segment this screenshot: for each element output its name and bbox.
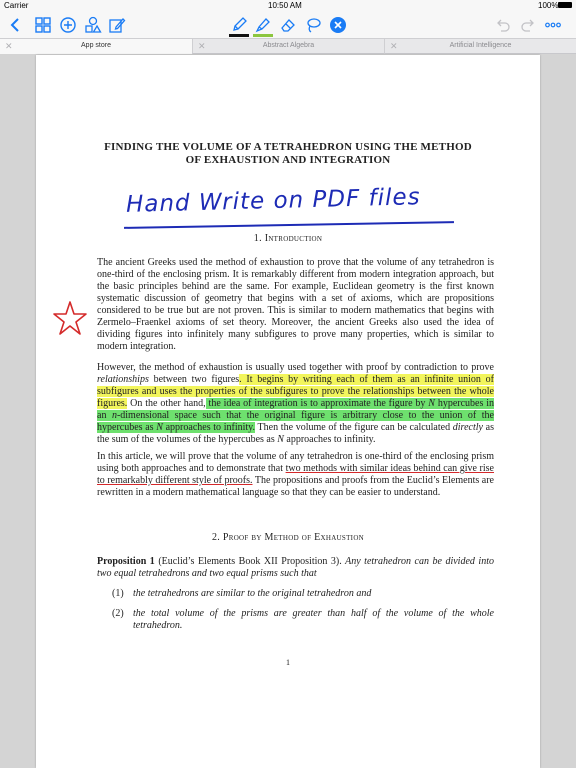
- text-run: hypercubes in an: [97, 398, 495, 421]
- tab-close-icon[interactable]: ✕: [5, 41, 13, 51]
- paragraph-1: The ancient Greeks used the method of exhaustion to prove that the volume of any tetrahedron is one-third of the enclosing prism. It is remarkably different from modern integration approach, but the basic principles behind are the same. For example, Euclidean geometry is the first known systematic discussion of geometry that begins with a set of axioms, which are propositions considered to be true but are not proven. This is similar to modern mathematics that begins with Zermelo–Fraenkel axioms of set theory. Moreover, the ancient Greeks also used the idea of dividing figures into infinitely many subfigures to prove many properties, which is similar to modern integration.: [97, 257, 494, 352]
- pdf-page[interactable]: [36, 55, 540, 768]
- proposition-1: [97, 556, 494, 580]
- handwriting-annotation[interactable]: Hand Write on PDF files: [125, 184, 421, 218]
- pen-icon[interactable]: [229, 15, 249, 35]
- tab-label: App store: [81, 42, 111, 49]
- text-run: -dimensional space such that the original figure is arbitrary close to the union of the hypercubes as: [97, 410, 494, 433]
- clock: 10:50 AM: [268, 1, 302, 10]
- grid-icon[interactable]: [33, 15, 53, 35]
- tab-abstract-algebra[interactable]: [192, 39, 384, 54]
- more-icon[interactable]: [543, 15, 563, 35]
- tab-app-store[interactable]: [0, 39, 192, 54]
- text-run: between two figures: [148, 374, 240, 385]
- battery-label: 100%: [538, 1, 559, 10]
- text-run: In this article, we will prove that the volume of any tetrahedron is one-third of the enclosing prism using both approaches and to demonstrate that: [97, 451, 494, 474]
- handwriting-underline[interactable]: [124, 221, 454, 229]
- text-run: approaches to infinity.: [162, 422, 256, 433]
- tab-label: Abstract Algebra: [262, 42, 315, 49]
- text-run: On the other hand,: [127, 398, 206, 409]
- tab-close-icon[interactable]: ✕: [390, 41, 398, 51]
- text-run: Then the volume of the figure can be calculated: [255, 422, 453, 433]
- text-run: the idea of integration is to approximate the figure by: [205, 398, 429, 409]
- text-run: N: [277, 434, 284, 445]
- eraser-icon[interactable]: [278, 15, 298, 35]
- text-run: directly: [452, 422, 483, 433]
- text-run: relationships: [97, 374, 149, 385]
- shapes-icon[interactable]: [83, 15, 103, 35]
- proposition-reference: (Euclid’s Elements Book XII Proposition 3).: [154, 556, 342, 567]
- title-line-1: FINDING THE VOLUME OF A TETRAHEDRON USING THE METHOD: [104, 141, 472, 153]
- text-run: as the sum of the volumes of the hypercubes as: [97, 422, 494, 445]
- highlighter-icon[interactable]: [253, 15, 273, 35]
- star-icon[interactable]: [53, 300, 87, 336]
- tab-close-icon[interactable]: ✕: [198, 41, 206, 51]
- section-heading-exhaustion: 2. Proof by Method of Exhaustion: [211, 532, 365, 543]
- highlighter-color-swatch[interactable]: [253, 34, 273, 37]
- text-run: n: [111, 410, 117, 421]
- red-underline-annotation[interactable]: two methods with similar ideas behind can give rise to remarkably different style of proofs.: [97, 463, 494, 486]
- text-run: The propositions and proofs from the Euclid’s Elements are rewritten in a modern mathematical language so that they can be easier to understand.: [97, 475, 494, 498]
- list-item-text: the total volume of the prisms are greater than half of the volume of the whole tetrahedron.: [133, 608, 494, 631]
- battery-icon: [558, 2, 572, 8]
- pen-color-swatch[interactable]: [229, 34, 249, 37]
- back-icon[interactable]: [6, 15, 26, 35]
- add-icon[interactable]: [58, 15, 78, 35]
- yellow-highlight[interactable]: . It begins by writing each of them as an infinite union of subfigures and uses the properties of the subfigures to prove the relationships between the whole figures.: [97, 374, 494, 409]
- toolbar: [0, 12, 576, 38]
- document-title: [86, 141, 490, 167]
- proposition-text: Any tetrahedron can be divided into two equal tetrahedrons and two equal prisms such that: [97, 556, 494, 579]
- tab-artificial-intelligence[interactable]: [384, 39, 576, 54]
- text-run: However, the method of exhaustion is usually used together with proof by contradiction to prove: [97, 362, 494, 373]
- proposition-label: Proposition 1: [97, 556, 155, 567]
- tab-label: Artificial Intelligence: [449, 42, 512, 49]
- text-run: N: [428, 398, 435, 409]
- close-icon[interactable]: [328, 15, 348, 35]
- paragraph-2: [97, 362, 494, 446]
- lasso-icon[interactable]: [303, 15, 323, 35]
- page-number: 1: [286, 658, 290, 667]
- status-bar: [0, 0, 576, 12]
- edit-icon[interactable]: [107, 15, 127, 35]
- list-item-number: (2): [112, 608, 124, 619]
- paragraph-3: [97, 451, 494, 499]
- carrier-label: Carrier: [4, 1, 29, 10]
- list-item-text: the tetrahedrons are similar to the original tetrahedron and: [133, 588, 372, 599]
- text-run: approaches to infinity.: [283, 434, 376, 445]
- tab-bar: [0, 38, 576, 54]
- list-item-number: (1): [112, 588, 124, 599]
- section-heading-introduction: 1. Introduction: [253, 233, 323, 244]
- title-line-2: OF EXHAUSTION AND INTEGRATION: [185, 154, 391, 166]
- undo-icon[interactable]: [493, 15, 513, 35]
- text-run: N: [156, 422, 163, 433]
- redo-icon[interactable]: [518, 15, 538, 35]
